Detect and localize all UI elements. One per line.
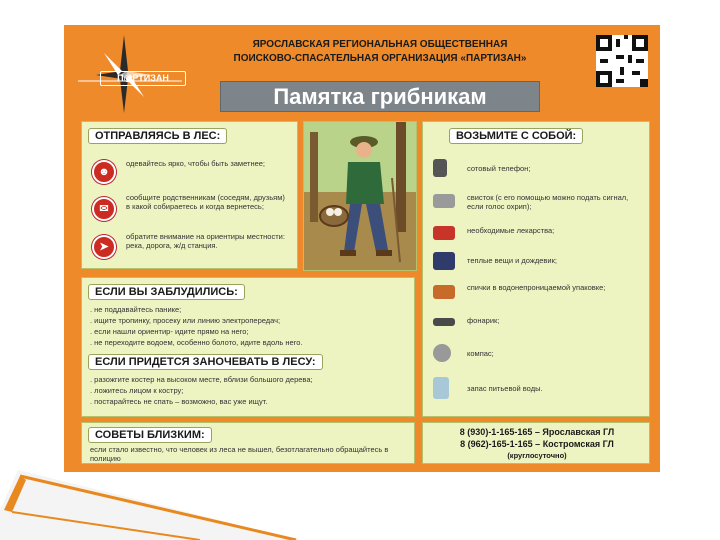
if-lost-header: ЕСЛИ ВЫ ЗАБЛУДИЛИСЬ: <box>88 284 245 300</box>
contact-phone-2: 8 (962)-165-1-165 – Костромская ГЛ <box>460 439 614 449</box>
signpost-icon: ➤ <box>92 235 116 259</box>
whistle-icon <box>433 194 455 208</box>
first-aid-kit-icon <box>433 226 455 240</box>
if-lost-list <box>90 304 302 348</box>
mushroom-picker-image <box>304 122 416 270</box>
going-item-2: сообщите родственникам (соседям, друзьям) в какой собираетесь и когда вернетесь; <box>126 193 285 211</box>
take-with-you-panel <box>422 121 650 417</box>
poster <box>64 25 660 472</box>
advice-text: если стало известно, что человек из леса не вышел, безотлагательно обращайтесь в полицию <box>90 445 389 463</box>
mushroom-picker-illustration <box>303 121 417 271</box>
logo-text: П@РТИЗАН <box>100 71 186 86</box>
organization-line-1: ЯРОСЛАВСКАЯ РЕГИОНАЛЬНАЯ ОБЩЕСТВЕННАЯ <box>252 39 508 50</box>
advice-header: СОВЕТЫ БЛИЗКИМ: <box>88 427 212 443</box>
take-item-4: теплые вещи и дождевик; <box>467 256 557 265</box>
take-item-5: спички в водонепроницаемой упаковке; <box>467 283 606 292</box>
qr-code-icon <box>596 35 648 87</box>
overnight-item-1: . разожгите костер на высоком месте, вблизи большого дерева; <box>90 375 313 384</box>
contacts-panel <box>422 422 650 464</box>
person-icon: ☻ <box>92 160 116 184</box>
take-item-8: запас питьевой воды. <box>467 384 543 393</box>
if-lost-item-2: . ищите тропинку, просеку или линию электропередач; <box>90 316 281 325</box>
going-to-forest-header: ОТПРАВЛЯЯСЬ В ЛЕС: <box>88 128 227 144</box>
contact-phone-1: 8 (930)-1-165-165 – Ярославская ГЛ <box>459 427 615 437</box>
contacts <box>429 426 645 462</box>
if-lost-panel <box>81 277 415 417</box>
take-with-you-header: ВОЗЬМИТЕ С СОБОЙ: <box>449 128 583 144</box>
overnight-item-3: . постарайтесь не спать – возможно, вас уже ищут. <box>90 397 268 406</box>
flashlight-icon <box>433 318 455 326</box>
take-item-1: сотовый телефон; <box>467 164 531 173</box>
qr-code <box>596 35 648 87</box>
going-item-3: обратите внимание на ориентиры местности: река, дорога, ж/д станция. <box>126 232 285 250</box>
matches-icon <box>433 285 455 299</box>
phone-call-icon: ✉ <box>92 197 116 221</box>
raincoat-icon <box>433 252 455 270</box>
organization-line-2: ПОИСКОВО-СПАСАТЕЛЬНАЯ ОРГАНИЗАЦИЯ «ПАРТИЗАН» <box>233 53 527 64</box>
overnight-header: ЕСЛИ ПРИДЕТСЯ ЗАНОЧЕВАТЬ В ЛЕСУ: <box>88 354 323 370</box>
take-item-7: компас; <box>467 349 494 358</box>
going-item-1: одевайтесь ярко, чтобы быть заметнее; <box>126 159 266 168</box>
water-bottle-icon <box>433 377 449 399</box>
going-to-forest-panel <box>81 121 298 269</box>
page-title: Памятка грибникам <box>220 81 540 112</box>
contact-hours: (круглосуточно) <box>507 451 567 460</box>
if-lost-item-4: . не переходите водоем, особенно болото, идите вдоль него. <box>90 338 303 347</box>
if-lost-item-1: . не поддавайтесь панике; <box>90 305 182 314</box>
logo <box>72 33 190 115</box>
mobile-phone-icon <box>433 159 447 177</box>
take-item-6: фонарик; <box>467 316 500 325</box>
take-item-2: свисток (с его помощью можно подать сигнал, если голос охрип); <box>467 193 629 211</box>
slide-chevron-decoration <box>0 450 300 540</box>
overnight-list <box>90 374 313 407</box>
compass-icon <box>433 344 451 362</box>
if-lost-item-3: . если нашли ориентир- идите прямо на него; <box>90 327 249 336</box>
overnight-item-2: . ложитесь лицом к костру; <box>90 386 184 395</box>
organization-name <box>194 38 566 66</box>
take-item-3: необходимые лекарства; <box>467 226 555 235</box>
